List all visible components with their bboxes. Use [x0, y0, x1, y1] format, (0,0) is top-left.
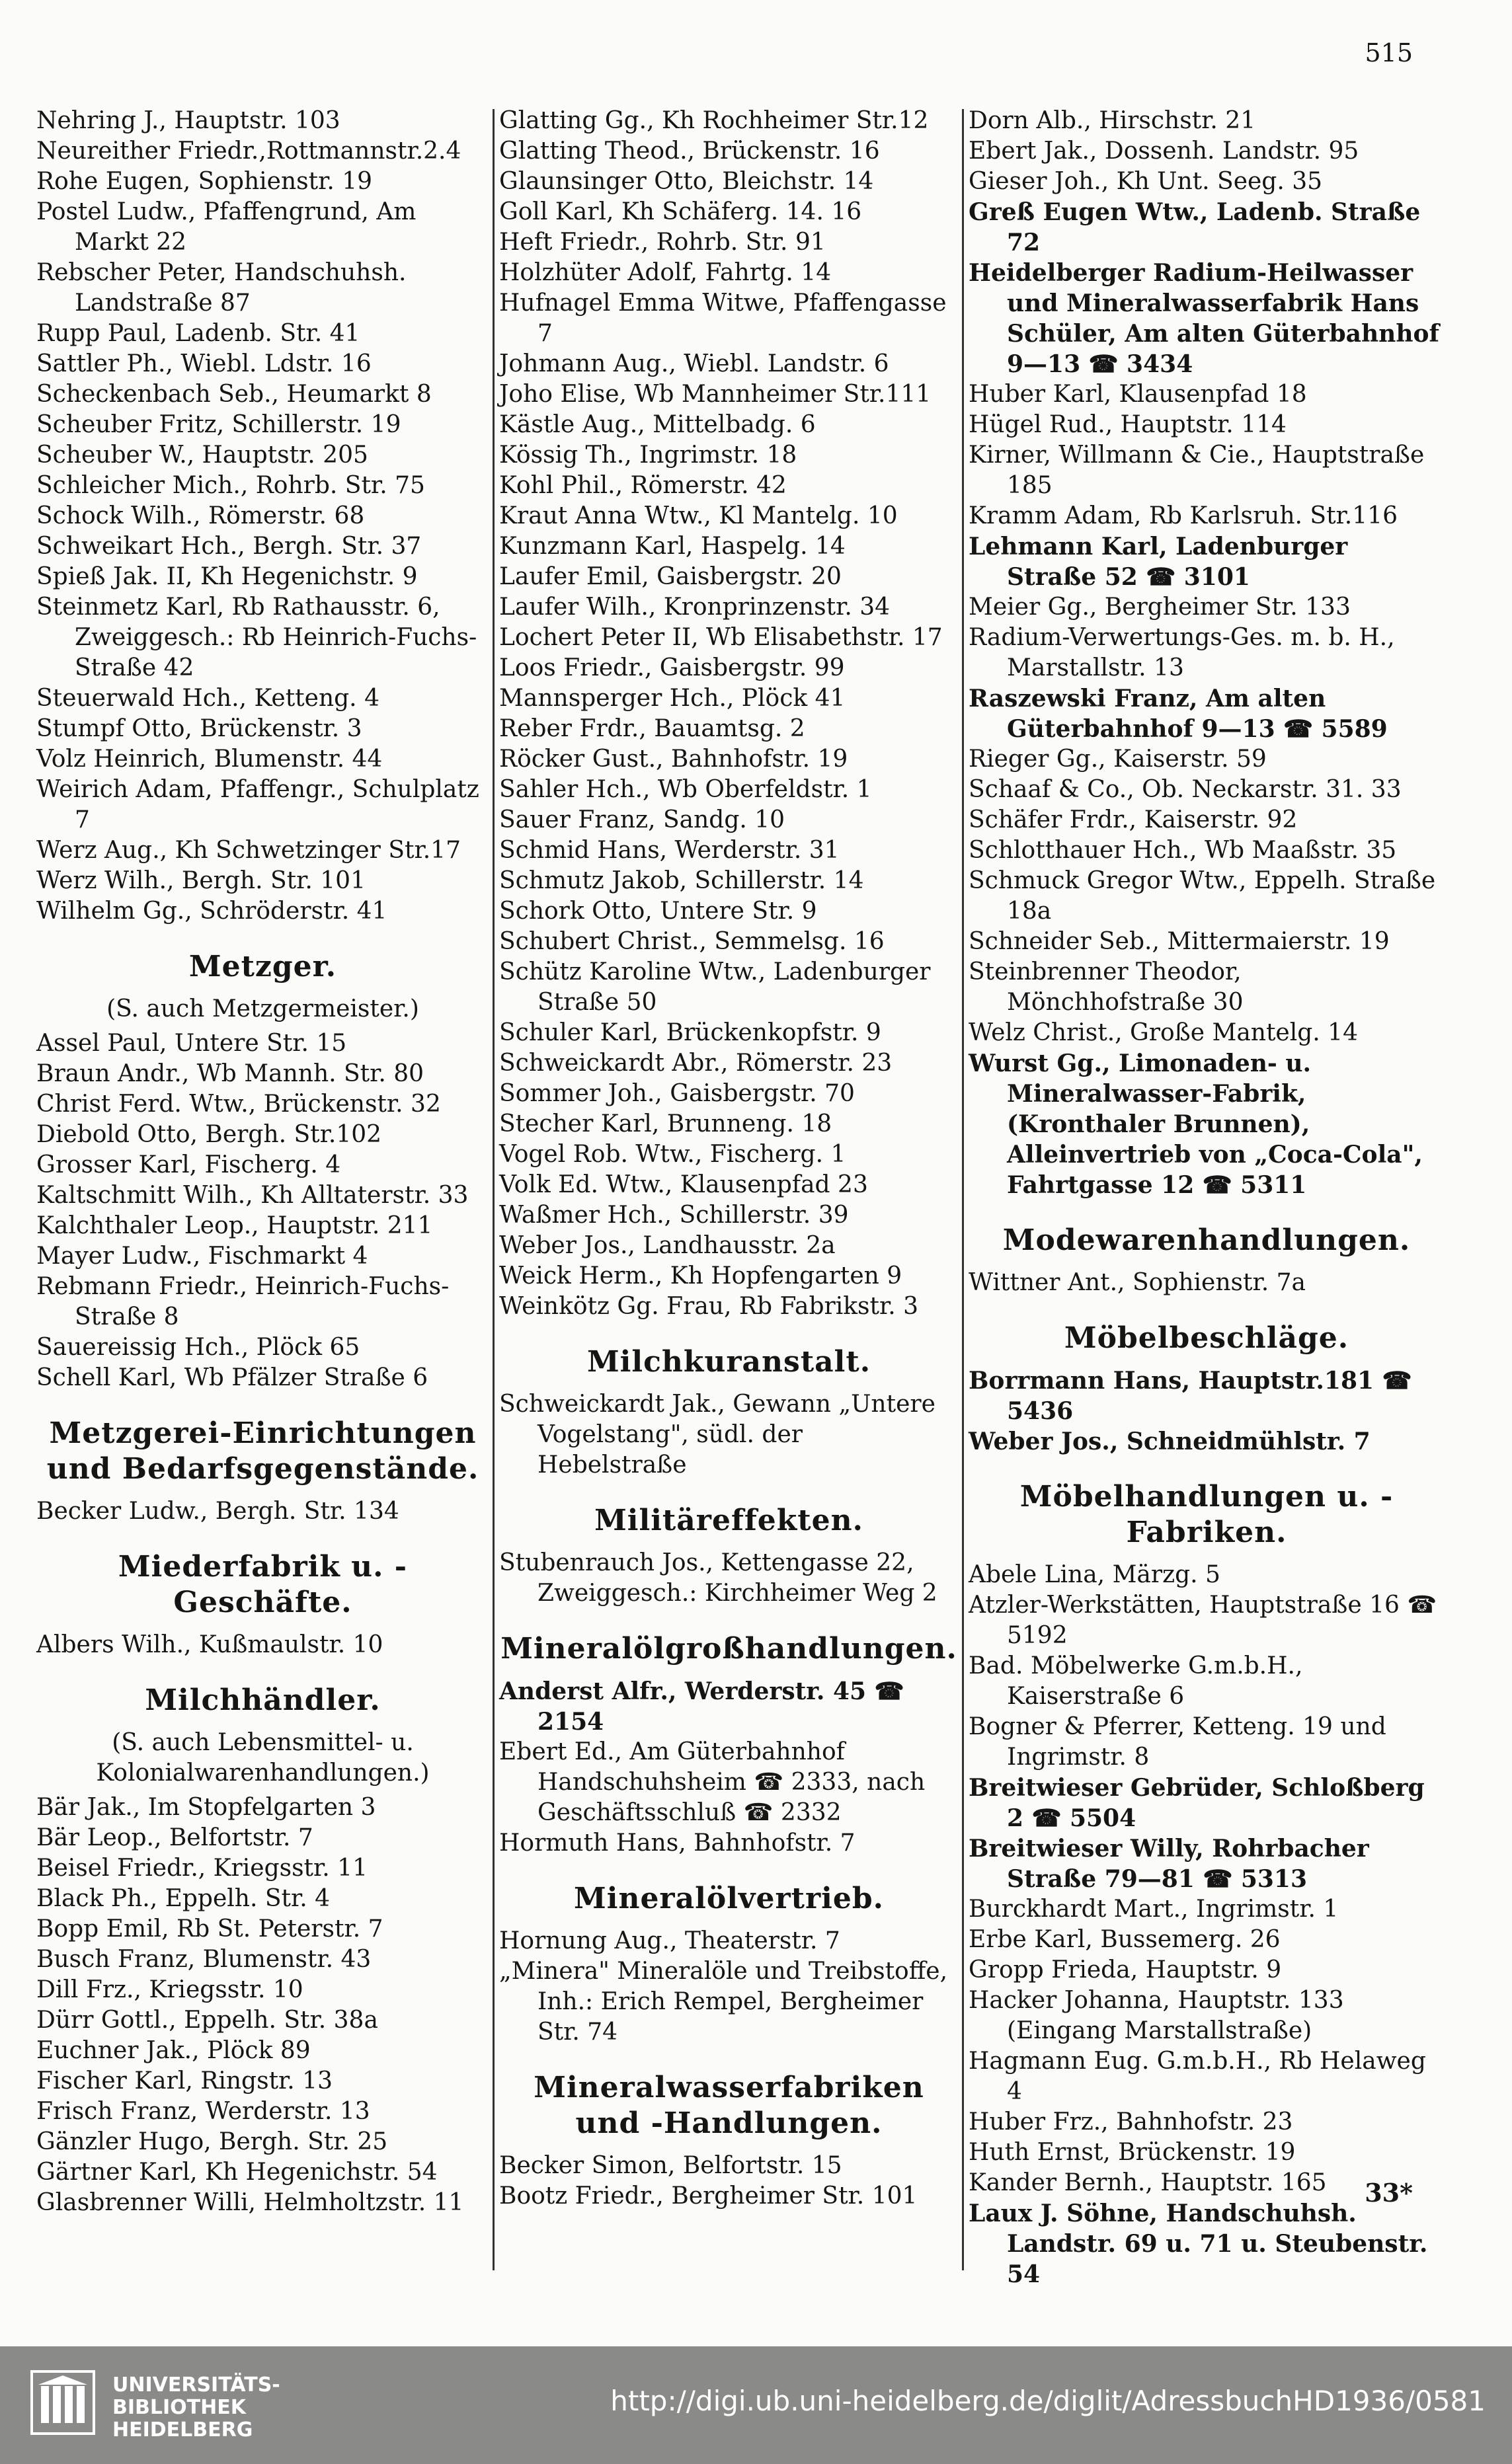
directory-entry: Ebert Ed., Am Güterbahnhof Handschuhsheim ☎ 2333, nach Geschäftsschluß ☎ 2332	[499, 1738, 926, 1826]
directory-entry: Hormuth Hans, Bahnhofstr. 7	[499, 1829, 855, 1857]
library-name-line: BIBLIOTHEK	[112, 2396, 246, 2419]
directory-entry: Lehmann Karl, Ladenburger Straße 52 ☎ 3101	[969, 533, 1348, 591]
directory-entry: Waßmer Hch., Schillerstr. 39	[499, 1202, 849, 1229]
directory-entry: Erbe Karl, Bussemerg. 26	[969, 1926, 1281, 1953]
directory-entry: Volz Heinrich, Blumenstr. 44	[36, 746, 383, 773]
directory-entry: Diebold Otto, Bergh. Str.102	[36, 1121, 382, 1148]
library-name-line: HEIDELBERG	[112, 2418, 253, 2442]
directory-entry: Schubert Christ., Semmelsg. 16	[499, 928, 885, 955]
directory-entry: Huth Ernst, Brückenstr. 19	[969, 2139, 1296, 2166]
entry-list	[36, 1028, 489, 1393]
section-heading-mineralwasser: Mineralwasserfabriken und -Handlungen.	[534, 2071, 924, 2140]
directory-entry: Laufer Wilh., Kronprinzenstr. 34	[499, 594, 891, 621]
directory-entry: Anderst Alfr., Werderstr. 45 ☎ 2154	[499, 1677, 904, 1736]
directory-entry: Schaaf & Co., Ob. Neckarstr. 31. 33	[969, 776, 1402, 803]
directory-entry: Volk Ed. Wtw., Klausenpfad 23	[499, 1171, 868, 1198]
directory-entry: Vogel Rob. Wtw., Fischerg. 1	[499, 1141, 846, 1168]
directory-entry: Sahler Hch., Wb Oberfeldstr. 1	[499, 776, 872, 803]
directory-entry: Kunzmann Karl, Haspelg. 14	[499, 533, 846, 560]
directory-entry: Assel Paul, Untere Str. 15	[36, 1030, 347, 1057]
directory-entry: Kramm Adam, Rb Karlsruh. Str.116	[969, 502, 1398, 529]
directory-entry: Gropp Frieda, Hauptstr. 9	[969, 1956, 1282, 1983]
directory-entry: Mayer Ludw., Fischmarkt 4	[36, 1243, 368, 1270]
directory-entry: Schneider Seb., Mittermaierstr. 19	[969, 928, 1390, 955]
directory-entry: Scheuber W., Hauptstr. 205	[36, 442, 368, 469]
directory-entry: Gieser Joh., Kh Unt. Seeg. 35	[969, 168, 1323, 195]
directory-entry: Glasbrenner Willi, Helmholtzstr. 11	[36, 2189, 464, 2216]
directory-entry: Frisch Franz, Werderstr. 13	[36, 2098, 370, 2125]
directory-entry: Werz Wilh., Bergh. Str. 101	[36, 867, 366, 894]
directory-entry: Stubenrauch Jos., Kettengasse 22, Zweiggesch.: Kirchheimer Weg 2	[499, 1549, 937, 1607]
section-heading-moebelhandlungen: Möbelhandlungen u. -Fabriken.	[1019, 1480, 1394, 1549]
directory-entry: Glatting Gg., Kh Rochheimer Str.12	[499, 107, 929, 134]
entry-list	[499, 1676, 959, 1859]
directory-entry: Goll Karl, Kh Schäferg. 14. 16	[499, 198, 862, 225]
directory-entry: Wilhelm Gg., Schröderstr. 41	[36, 898, 387, 925]
directory-entry: Kaltschmitt Wilh., Kh Alltaterstr. 33	[36, 1182, 469, 1209]
directory-entry: Heft Friedr., Rohrb. Str. 91	[499, 229, 826, 256]
directory-entry: Lochert Peter II, Wb Elisabethstr. 17	[499, 624, 943, 651]
directory-entry: Sattler Ph., Wiebl. Ldstr. 16	[36, 350, 372, 377]
directory-entry: Bad. Möbelwerke G.m.b.H., Kaiserstraße 6	[969, 1652, 1303, 1710]
directory-entry: Bär Leop., Belfortstr. 7	[36, 1824, 313, 1851]
section-heading-modewaren: Modewarenhandlungen.	[1002, 1223, 1411, 1257]
entry-list	[499, 2151, 959, 2212]
section-heading-milchkuranstalt: Milchkuranstalt.	[586, 1345, 871, 1379]
section-heading-mineraloelgross: Mineralölgroßhandlungen.	[500, 1632, 957, 1666]
directory-entry: Black Ph., Eppelh. Str. 4	[36, 1885, 331, 1912]
directory-entry: Schork Otto, Untere Str. 9	[499, 898, 817, 925]
directory-entry: Steinmetz Karl, Rb Rathausstr. 6, Zweiggesch.: Rb Heinrich-Fuchs-Straße 42	[36, 594, 477, 681]
directory-entry: Schuler Karl, Brückenkopfstr. 9	[499, 1019, 881, 1046]
directory-entry: Holzhüter Adolf, Fahrtg. 14	[499, 259, 832, 286]
entry-list	[969, 1268, 1445, 1298]
directory-entry: Schlotthauer Hch., Wb Maaßstr. 35	[969, 837, 1397, 864]
directory-entry: Becker Simon, Belfortstr. 15	[499, 2152, 842, 2179]
directory-entry: Borrmann Hans, Hauptstr.181 ☎ 5436	[969, 1367, 1412, 1425]
directory-entry: Bogner & Pferrer, Ketteng. 19 und Ingrimstr. 8	[969, 1713, 1386, 1771]
directory-entry: Breitwieser Gebrüder, Schloßberg 2 ☎ 5504	[969, 1774, 1425, 1832]
section-note-metzger: (S. auch Metzgermeister.)	[106, 995, 419, 1022]
directory-entry: Hacker Johanna, Hauptstr. 133 (Eingang Marstallstraße)	[969, 1987, 1344, 2044]
directory-entry: Welz Christ., Große Mantelg. 14	[969, 1019, 1358, 1046]
directory-entry: Braun Andr., Wb Mannh. Str. 80	[36, 1060, 424, 1087]
directory-entry: Reber Frdr., Bauamtsg. 2	[499, 715, 805, 742]
directory-entry: Breitwieser Willy, Rohrbacher Straße 79—81 ☎ 5313	[969, 1835, 1369, 1893]
directory-entry: Röcker Gust., Bahnhofstr. 19	[499, 746, 848, 773]
entry-list	[499, 1389, 959, 1481]
directory-entry: Schock Wilh., Römerstr. 68	[36, 502, 365, 529]
directory-entry: Rohe Eugen, Sophienstr. 19	[36, 168, 373, 195]
entry-list	[499, 106, 959, 1322]
directory-entry: Mannsperger Hch., Plöck 41	[499, 685, 846, 712]
directory-entry: Loos Friedr., Gaisbergstr. 99	[499, 654, 845, 681]
section-heading-einrichtungen: Metzgerei-Einrichtungen und Bedarfsgegenstände.	[46, 1416, 479, 1486]
directory-entry: Schmutz Jakob, Schillerstr. 14	[499, 867, 864, 894]
directory-entry: Kohl Phil., Römerstr. 42	[499, 472, 787, 499]
entry-list	[969, 1366, 1445, 1457]
section-heading-militaereffekten: Militäreffekten.	[594, 1504, 863, 1537]
directory-entry: Euchner Jak., Plöck 89	[36, 2037, 311, 2064]
section-note-milchhaendler: (S. auch Lebensmittel- u. Kolonialwarenhandlungen.)	[96, 1729, 430, 1787]
section-heading-metzger: Metzger.	[188, 950, 337, 983]
directory-entry: Dürr Gottl., Eppelh. Str. 38a	[36, 2007, 378, 2034]
library-name-line: UNIVERSITÄTS-	[112, 2373, 280, 2397]
directory-entry: Raszewski Franz, Am alten Güterbahnhof 9—13 ☎ 5589	[969, 685, 1388, 743]
page-number: 515	[1365, 38, 1413, 67]
section-heading-mineraloelvertrieb: Mineralölvertrieb.	[574, 1882, 884, 1915]
column-2	[499, 106, 959, 2246]
column-separator	[493, 109, 495, 2270]
entry-list	[499, 1926, 959, 2048]
directory-entry: Scheckenbach Seb., Heumarkt 8	[36, 381, 432, 408]
directory-entry: Neureither Friedr.,Rottmannstr.2.4	[36, 137, 461, 165]
column-separator	[962, 109, 964, 2270]
directory-entry: Gänzler Hugo, Bergh. Str. 25	[36, 2128, 388, 2155]
directory-entry: Hagmann Eug. G.m.b.H., Rb Helaweg 4	[969, 2048, 1426, 2105]
directory-entry: Atzler-Werkstätten, Hauptstraße 16 ☎ 5192	[969, 1592, 1437, 1649]
directory-entry: Rieger Gg., Kaiserstr. 59	[969, 746, 1267, 773]
directory-entry: Glaunsinger Otto, Bleichstr. 14	[499, 168, 874, 195]
column-3	[969, 106, 1445, 2288]
directory-entry: Hornung Aug., Theaterstr. 7	[499, 1927, 840, 1954]
entry-list	[969, 106, 1445, 1200]
directory-entry: Wurst Gg., Limonaden- u. Mineralwasser-Fabrik, (Kronthaler Brunnen), Alleinvertrieb von „Coca-Cola", Fahrtgasse 12 ☎ 5311	[969, 1050, 1423, 1199]
directory-entry: Steinbrenner Theodor, Mönchhofstraße 30	[969, 958, 1244, 1016]
directory-entry: Bootz Friedr., Bergheimer Str. 101	[499, 2182, 918, 2210]
library-name	[112, 2374, 280, 2442]
directory-entry: Huber Karl, Klausenpfad 18	[969, 381, 1307, 408]
directory-entry: Glatting Theod., Brückenstr. 16	[499, 137, 880, 165]
directory-entry: Kirner, Willmann & Cie., Hauptstraße 185	[969, 442, 1425, 499]
directory-entry: Ebert Jak., Dossenh. Landstr. 95	[969, 137, 1359, 165]
directory-entry: Rebscher Peter, Handschuhsh. Landstraße 87	[36, 259, 407, 317]
directory-entry: Postel Ludw., Pfaffengrund, Am Markt 22	[36, 198, 417, 256]
column-1	[36, 106, 489, 2246]
directory-entry: Rupp Paul, Ladenb. Str. 41	[36, 320, 360, 347]
library-logo-icon	[26, 2366, 99, 2439]
sheet-signature: 33*	[1365, 2178, 1413, 2208]
directory-entry: Radium-Verwertungs-Ges. m. b. H., Marstallstr. 13	[969, 624, 1395, 681]
section-heading-moebelbeschlaege: Möbelbeschläge.	[1064, 1321, 1349, 1355]
directory-entry: Albers Wilh., Kußmaulstr. 10	[36, 1631, 383, 1658]
directory-entry: Schmid Hans, Werderstr. 31	[499, 837, 840, 864]
directory-entry: Stumpf Otto, Brückenstr. 3	[36, 715, 362, 742]
directory-entry: Rebmann Friedr., Heinrich-Fuchs-Straße 8	[36, 1273, 450, 1330]
directory-entry: Weinkötz Gg. Frau, Rb Fabrikstr. 3	[499, 1293, 919, 1320]
directory-entry: Huber Frz., Bahnhofstr. 23	[969, 2108, 1293, 2136]
directory-entry: Kästle Aug., Mittelbadg. 6	[499, 411, 816, 438]
directory-entry: Beisel Friedr., Kriegsstr. 11	[36, 1855, 368, 1882]
directory-entry: Wittner Ant., Sophienstr. 7a	[969, 1269, 1306, 1296]
directory-entry: Schütz Karoline Wtw., Ladenburger Straße 50	[499, 958, 931, 1016]
directory-entry: Johmann Aug., Wiebl. Landstr. 6	[499, 350, 889, 377]
directory-entry: Sommer Joh., Gaisbergstr. 70	[499, 1080, 855, 1107]
directory-entry: Kraut Anna Wtw., Kl Mantelg. 10	[499, 502, 898, 529]
directory-entry: Spieß Jak. II, Kh Hegenichstr. 9	[36, 563, 418, 590]
directory-entry: Gärtner Karl, Kh Hegenichstr. 54	[36, 2159, 438, 2186]
directory-entry: Werz Aug., Kh Schwetzinger Str.17	[36, 837, 461, 864]
directory-entry: Nehring J., Hauptstr. 103	[36, 107, 340, 134]
entry-list	[36, 1792, 489, 2218]
directory-entry: Bär Jak., Im Stopfelgarten 3	[36, 1794, 376, 1821]
source-url-link[interactable]: http://digi.ub.uni-heidelberg.de/diglit/AdressbuchHD1936/0581	[610, 2385, 1486, 2417]
directory-entry: Kander Bernh., Hauptstr. 165	[969, 2169, 1327, 2196]
directory-entry: Bopp Emil, Rb St. Peterstr. 7	[36, 1915, 383, 1943]
directory-entry: Scheuber Fritz, Schillerstr. 19	[36, 411, 401, 438]
directory-entry: Fischer Karl, Ringstr. 13	[36, 2067, 333, 2095]
section-heading-milchhaendler: Milchhändler.	[145, 1683, 381, 1717]
directory-entry: Sauer Franz, Sandg. 10	[499, 806, 785, 833]
directory-entry: Kössig Th., Ingrimstr. 18	[499, 442, 797, 469]
directory-entry: Sauereissig Hch., Plöck 65	[36, 1334, 360, 1361]
directory-entry: Stecher Karl, Brunneng. 18	[499, 1110, 832, 1137]
directory-entry: Dill Frz., Kriegsstr. 10	[36, 1976, 303, 2003]
directory-entry: Hügel Rud., Hauptstr. 114	[969, 411, 1287, 438]
directory-entry: Schleicher Mich., Rohrb. Str. 75	[36, 472, 425, 499]
directory-entry: Abele Lina, Märzg. 5	[969, 1561, 1220, 1588]
entry-list	[36, 1496, 489, 1527]
directory-entry: Laux J. Söhne, Handschuhsh. Landstr. 69 u. 71 u. Steubenstr. 54	[969, 2200, 1428, 2288]
entry-list	[36, 106, 489, 927]
directory-entry: Schweickardt Abr., Römerstr. 23	[499, 1050, 893, 1077]
directory-entry: Christ Ferd. Wtw., Brückenstr. 32	[36, 1091, 441, 1118]
entry-list	[499, 1548, 959, 1609]
directory-entry: Meier Gg., Bergheimer Str. 133	[969, 594, 1351, 621]
directory-entry: Schweickardt Jak., Gewann „Untere Vogelstang", südl. der Hebelstraße	[499, 1391, 935, 1479]
directory-entry: Burckhardt Mart., Ingrimstr. 1	[969, 1896, 1339, 1923]
directory-entry: Weirich Adam, Pfaffengr., Schulplatz 7	[36, 776, 479, 833]
entry-list	[36, 1630, 489, 1660]
directory-entry: Steuerwald Hch., Ketteng. 4	[36, 685, 379, 712]
directory-entry: Becker Ludw., Bergh. Str. 134	[36, 1498, 399, 1525]
directory-entry: Weber Jos., Schneidmühlstr. 7	[969, 1428, 1371, 1455]
directory-entry: Schweikart Hch., Bergh. Str. 37	[36, 533, 422, 560]
directory-entry: Hufnagel Emma Witwe, Pfaffengasse 7	[499, 289, 947, 347]
section-heading-miederfabrik: Miederfabrik u. -Geschäfte.	[118, 1550, 408, 1619]
directory-entry: Weick Herm., Kh Hopfengarten 9	[499, 1262, 902, 1290]
directory-entry: Schäfer Frdr., Kaiserstr. 92	[969, 806, 1298, 833]
directory-entry: Dorn Alb., Hirschstr. 21	[969, 107, 1256, 134]
directory-entry: Greß Eugen Wtw., Ladenb. Straße 72	[969, 198, 1421, 256]
directory-entry: Busch Franz, Blumenstr. 43	[36, 1946, 372, 1973]
directory-entry: Schell Karl, Wb Pfälzer Straße 6	[36, 1364, 428, 1391]
directory-entry: Kalchthaler Leop., Hauptstr. 211	[36, 1212, 433, 1239]
directory-entry: Joho Elise, Wb Mannheimer Str.111	[499, 381, 932, 408]
directory-entry: Weber Jos., Landhausstr. 2a	[499, 1232, 836, 1259]
directory-entry: Schmuck Gregor Wtw., Eppelh. Straße 18a	[969, 867, 1436, 925]
directory-entry: Grosser Karl, Fischerg. 4	[36, 1151, 341, 1178]
directory-entry: „Minera" Mineralöle und Treibstoffe, Inh.: Erich Rempel, Bergheimer Str. 74	[499, 1958, 948, 2046]
directory-entry: Laufer Emil, Gaisbergstr. 20	[499, 563, 842, 590]
directory-entry: Heidelberger Radium-Heilwasser und Mineralwasserfabrik Hans Schüler, Am alten Güterbahnhof 9—13 ☎ 3434	[969, 259, 1439, 378]
